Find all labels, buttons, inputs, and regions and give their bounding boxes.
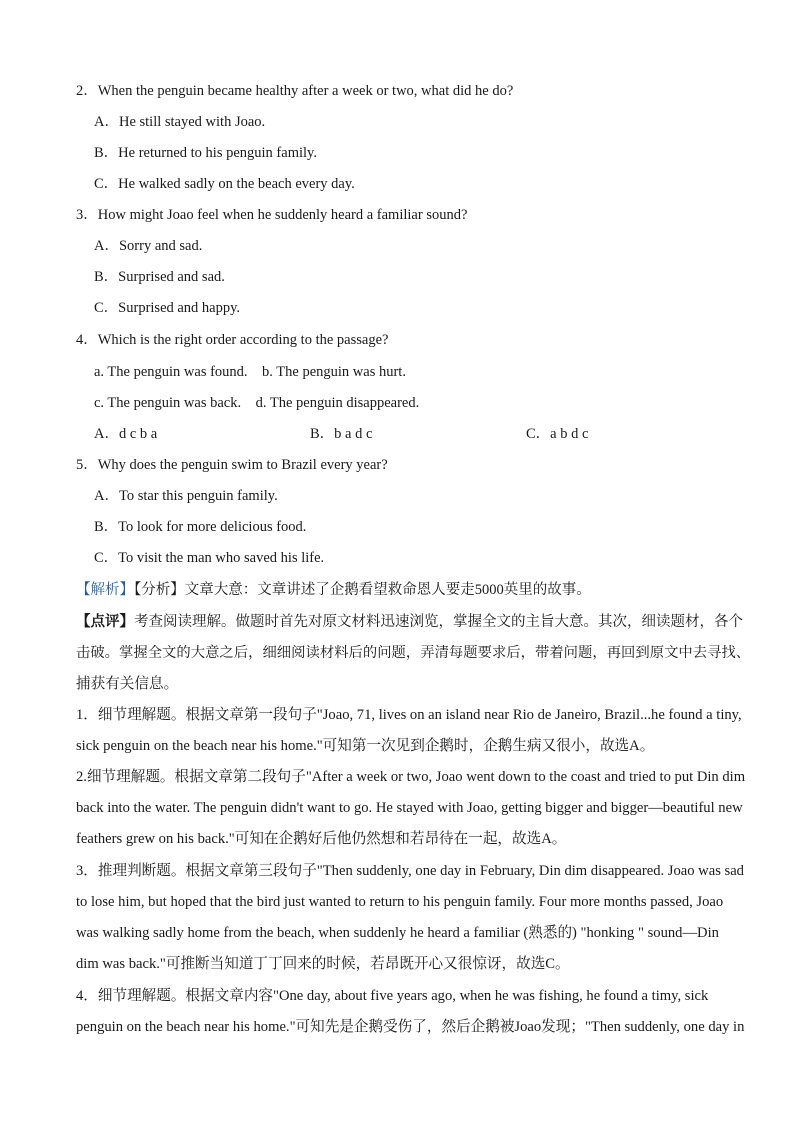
question-2-option-c: C．He walked sadly on the beach every day. <box>94 176 355 192</box>
question-4-stem: 4．Which is the right order according to the passage? <box>76 332 389 348</box>
comment-line-1 <box>76 612 743 632</box>
question-3-option-a: A．Sorry and sad. <box>94 238 203 254</box>
explanation-line-5: feathers grew on his back."可知在企鹅好后他仍然想和若昂待在一起，故选A。 <box>76 831 567 847</box>
question-2-option-a: A．He still stayed with Joao. <box>94 114 266 130</box>
comment-line-3: 捕获有关信息。 <box>76 676 179 692</box>
question-5-stem: 5．Why does the penguin swim to Brazil every year? <box>76 457 388 473</box>
question-5-option-b: B．To look for more delicious food. <box>94 519 307 535</box>
explanation-line-1: 1．细节理解题。根据文章第一段句子"Joao, 71, lives on an island near Rio de Janeiro, Brazil...he found a tiny, <box>76 707 742 723</box>
question-4-option-a: A．d c b a <box>94 426 158 442</box>
question-4-events-line-1: a. The penguin was found. b. The penguin was hurt. <box>94 364 406 380</box>
question-3-option-c: C．Surprised and happy. <box>94 300 241 316</box>
analysis-tag: 【解析】 <box>76 582 134 598</box>
explanation-line-10: 4．细节理解题。根据文章内容"One day, about five years ago, when he was fishing, he found a timy, sick <box>76 988 709 1004</box>
question-4-option-b: B．b a d c <box>310 426 373 442</box>
analysis-text: 【分析】文章大意：文章讲述了企鹅看望救命恩人要走5000英里的故事。 <box>134 582 591 598</box>
explanation-line-7: to lose him, but hoped that the bird just wanted to return to his penguin family. Four more months passed, Joao <box>76 894 724 910</box>
explanation-line-6: 3．推理判断题。根据文章第三段句子"Then suddenly, one day in February, Din dim disappeared. Joao was sad <box>76 863 744 879</box>
question-4-events-line-2: c. The penguin was back. d. The penguin disappeared. <box>94 395 420 411</box>
analysis-line <box>76 580 591 600</box>
question-3-option-b: B．Surprised and sad. <box>94 269 225 285</box>
question-5-option-a: A．To star this penguin family. <box>94 488 278 504</box>
comment-text-1: 考查阅读理解。做题时首先对原文材料迅速浏览，掌握全文的主旨大意。其次，细读题材，各个 <box>134 614 743 630</box>
explanation-line-3: 2.细节理解题。根据文章第二段句子"After a week or two, Joao went down to the coast and tried to put Din dim <box>76 769 746 785</box>
comment-line-2: 击破。掌握全文的大意之后，细细阅读材料后的问题，弄清每题要求后，带着问题，再回到原文中去寻找、 <box>76 645 751 661</box>
explanation-line-8: was walking sadly home from the beach, when suddenly he heard a familiar (熟悉的) "honking " sound—Din <box>76 925 719 941</box>
comment-tag: 【点评】 <box>76 614 134 630</box>
explanation-line-11: penguin on the beach near his home."可知先是企鹅受伤了，然后企鹅被Joao发现；"Then suddenly, one day in <box>76 1019 745 1035</box>
explanation-line-2: sick penguin on the beach near his home."可知第一次见到企鹅时，企鹅生病又很小，故选A。 <box>76 738 655 754</box>
question-5-option-c: C．To visit the man who saved his life. <box>94 550 325 566</box>
explanation-line-9: dim was back."可推断当知道丁丁回来的时候，若昂既开心又很惊讶，故选C。 <box>76 956 570 972</box>
question-2-stem: 2．When the penguin became healthy after a week or two, what did he do? <box>76 83 514 99</box>
explanation-line-4: back into the water. The penguin didn't want to go. He stayed with Joao, getting bigger and bigger—beautiful new <box>76 800 743 816</box>
question-3-stem: 3．How might Joao feel when he suddenly heard a familiar sound? <box>76 207 468 223</box>
question-2-option-b: B．He returned to his penguin family. <box>94 145 317 161</box>
question-4-option-c: C．a b d c <box>526 426 589 442</box>
